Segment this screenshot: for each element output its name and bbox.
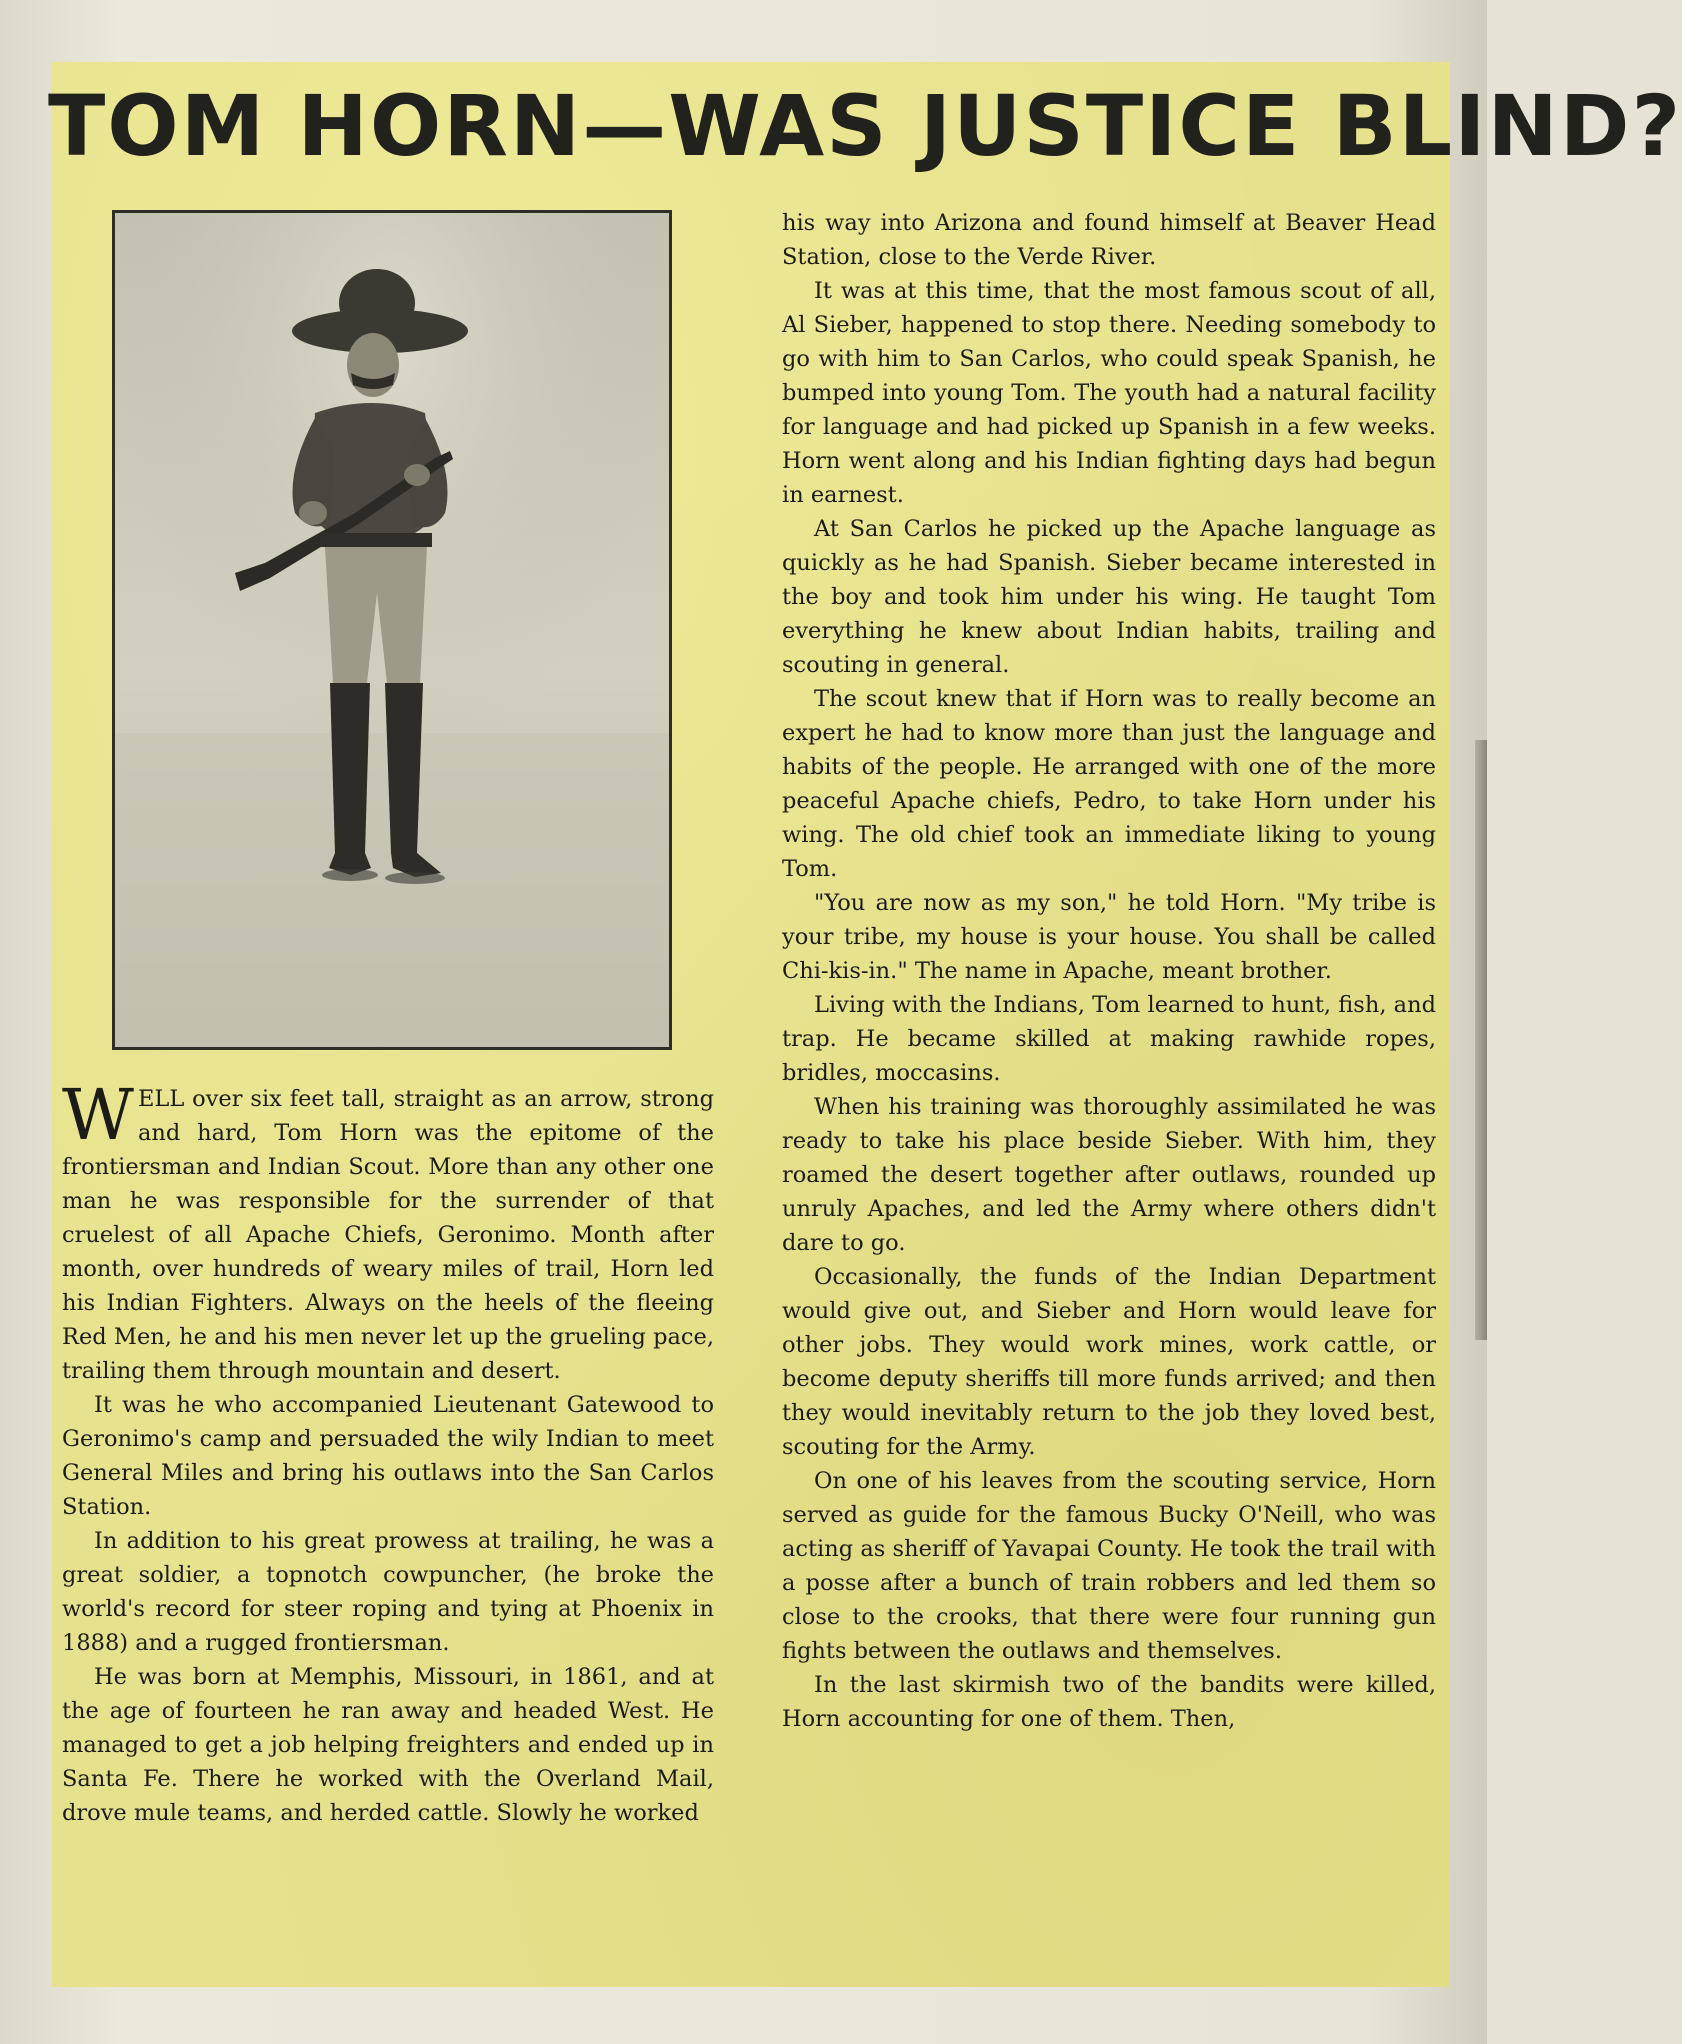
binding-edge bbox=[1475, 740, 1487, 1340]
paragraph-1 bbox=[62, 1074, 714, 1388]
left-column bbox=[62, 1074, 714, 1830]
article-headline: TOM HORN—WAS JUSTICE BLIND? bbox=[48, 77, 1682, 175]
left-boot bbox=[329, 683, 371, 875]
tom-horn-photo bbox=[112, 210, 672, 1050]
paragraph-r1: It was at this time, that the most famous scout of all, Al Sieber, happened to stop there. Needing somebody to go with him to San Carlos, who could speak Spanish, he bumped into young Tom. The youth had a natural facility for language and had picked up Spanish in a few weeks. Horn went along and his Indian fighting days had begun in earnest. bbox=[782, 278, 1436, 508]
right-column bbox=[782, 206, 1436, 1736]
paragraph-r4: "You are now as my son," he told Horn. "My tribe is your tribe, my house is your house. You shall be called Chi-kis-in." The name in Apache, meant brother. bbox=[782, 890, 1436, 984]
paragraph-4: He was born at Memphis, Missouri, in 1861, and at the age of fourteen he ran away and headed West. He managed to get a job helping freighters and ended up in Santa Fe. There he worked with the Overland Mail, drove mule teams, and herded cattle. Slowly he worked bbox=[62, 1664, 714, 1826]
paragraph-1-text: ELL over six feet tall, straight as an arrow, strong and hard, Tom Horn was the epitome of the frontiersman and Indian Scout. More than any other one man he was responsible for the surrender of that cruelest of all Apache Chiefs, Geronimo. Month after month, over hundreds of weary miles of trail, Horn led his Indian Fighters. Always on the heels of the fleeing Red Men, he and his men never let up the grueling pace, trailing them through mountain and desert. bbox=[62, 1086, 714, 1384]
drop-cap: W bbox=[62, 1074, 134, 1156]
paragraph-r7: Occasionally, the funds of the Indian Department would give out, and Sieber and Horn would leave for other jobs. They would work mines, work cattle, or become deputy sheriffs till more funds arrived; and then they would inevitably return to the job they loved best, scouting for the Army. bbox=[782, 1264, 1436, 1460]
paragraph-2: It was he who accompanied Lieutenant Gatewood to Geronimo's camp and persuaded the wily Indian to meet General Miles and bring his outlaws into the San Carlos Station. bbox=[62, 1392, 714, 1520]
paragraph-3: In addition to his great prowess at trailing, he was a great soldier, a topnotch cowpuncher, (he broke the world's record for steer roping and tying at Phoenix in 1888) and a rugged frontiersman. bbox=[62, 1528, 714, 1656]
photo-image bbox=[115, 213, 669, 1047]
paragraph-r5: Living with the Indians, Tom learned to hunt, fish, and trap. He became skilled at making rawhide ropes, bridles, moccasins. bbox=[782, 992, 1436, 1086]
paragraph-r9: In the last skirmish two of the bandits were killed, Horn accounting for one of them. Then, bbox=[782, 1672, 1436, 1732]
paragraph-r8: On one of his leaves from the scouting service, Horn served as guide for the famous Bucky O'Neill, who was acting as sheriff of Yavapai County. He took the trail with a posse after a bunch of train robbers and led them so close to the crooks, that there were four running gun fights between the outlaws and themselves. bbox=[782, 1468, 1436, 1664]
paragraph-r2: At San Carlos he picked up the Apache language as quickly as he had Spanish. Sieber became interested in the boy and took him under his wing. He taught Tom everything he knew about Indian habits, trailing and scouting in general. bbox=[782, 516, 1436, 678]
paragraph-r3: The scout knew that if Horn was to really become an expert he had to know more than just the language and habits of the people. He arranged with one of the more peaceful Apache chiefs, Pedro, to take Horn under his wing. The old chief took an immediate liking to young Tom. bbox=[782, 686, 1436, 882]
paragraph-continued: his way into Arizona and found himself at Beaver Head Station, close to the Verde River. bbox=[782, 210, 1436, 270]
paragraph-r6: When his training was thoroughly assimilated he was ready to take his place beside Sieber. With him, they roamed the desert together after outlaws, rounded up unruly Apaches, and led the Army where others didn't dare to go. bbox=[782, 1094, 1436, 1256]
